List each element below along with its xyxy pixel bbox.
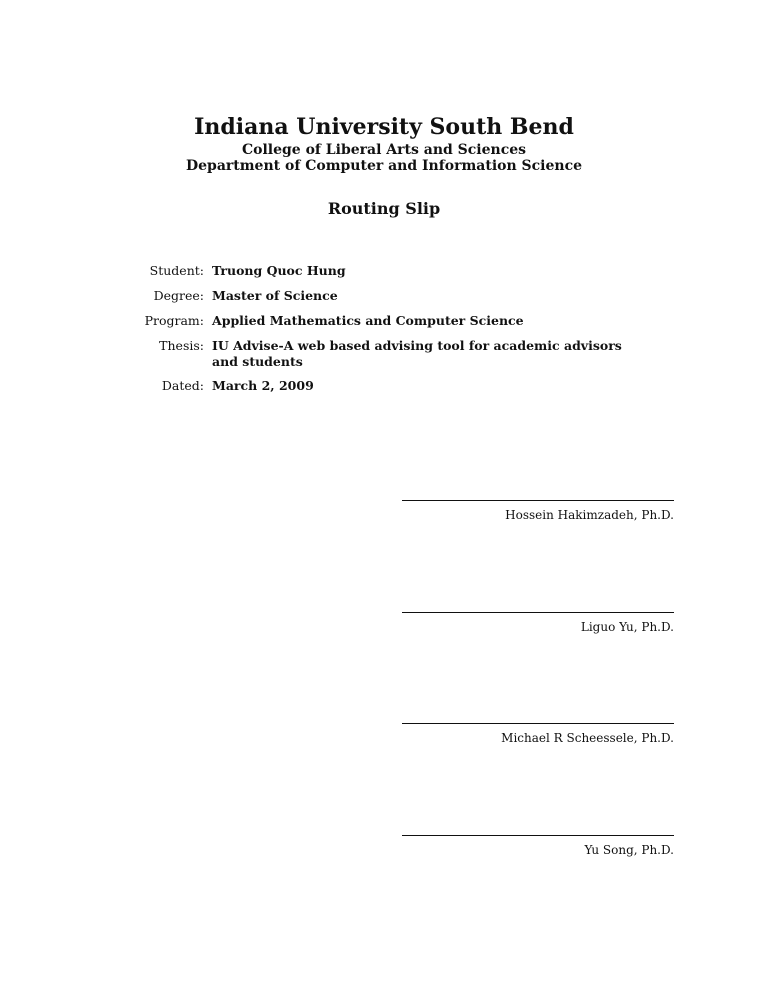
signatory-name: Hossein Hakimzadeh, Ph.D.: [505, 508, 674, 522]
document-title: Routing Slip: [327, 199, 441, 218]
department-name: Department of Computer and Information Science: [185, 158, 583, 174]
university-name: Indiana University South Bend: [194, 114, 574, 140]
signature-line: [402, 723, 674, 724]
signatory-name: Yu Song, Ph.D.: [584, 843, 674, 857]
student-value: Truong Quoc Hung: [212, 263, 346, 278]
signature-line: [402, 612, 674, 613]
signature-line: [402, 500, 674, 501]
signature-line: [402, 835, 674, 836]
program-value: Applied Mathematics and Computer Science: [212, 313, 524, 328]
signatory-name: Liguo Yu, Ph.D.: [580, 620, 674, 634]
dated-value: March 2, 2009: [212, 378, 314, 393]
degree-label: Degree:: [153, 288, 204, 303]
degree-value: Master of Science: [212, 288, 338, 303]
college-name: College of Liberal Arts and Sciences: [241, 142, 527, 158]
thesis-value: IU Advise-A web based advising tool for academic advisors and students: [212, 338, 622, 369]
signatory-name: Michael R Scheessele, Ph.D.: [501, 731, 674, 745]
dated-label: Dated:: [161, 378, 204, 393]
program-label: Program:: [144, 313, 204, 328]
student-label: Student:: [149, 263, 204, 278]
thesis-label: Thesis:: [159, 338, 204, 353]
